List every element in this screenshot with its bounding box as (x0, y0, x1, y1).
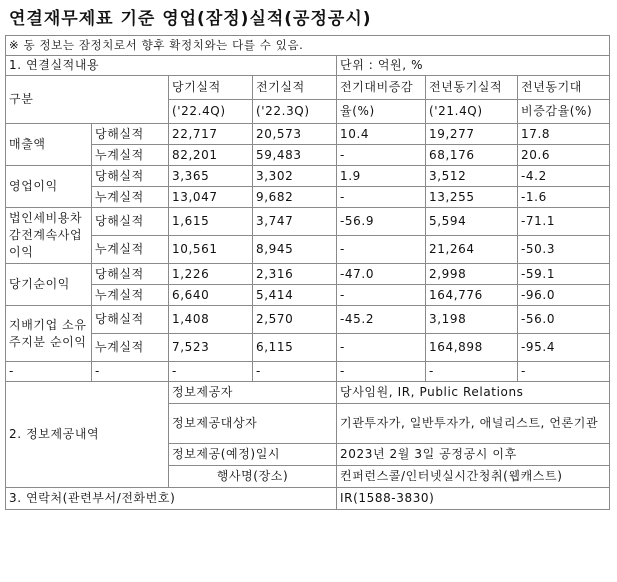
section1-label: 1. 연결실적내용 (6, 56, 337, 76)
table-cell: 8,945 (253, 236, 337, 264)
table-cell: -56.0 (518, 306, 610, 334)
table-cell: -95.4 (518, 334, 610, 362)
section1-header-row (6, 56, 610, 76)
previous-header: 전기실적 (253, 76, 337, 100)
table-cell: - (337, 334, 426, 362)
controlling-income-quarter-row (6, 306, 610, 334)
revenue-cumulative-row (6, 145, 610, 166)
quarter-label: 당해실적 (92, 124, 169, 145)
section3-label: 3. 연락처(관련부서/전화번호) (6, 488, 337, 510)
table-cell: 3,198 (426, 306, 518, 334)
table-cell: 7,523 (169, 334, 253, 362)
table-cell: 2,316 (253, 264, 337, 285)
yoy-header: 전년동기대 (518, 76, 610, 100)
table-cell: -56.9 (337, 208, 426, 236)
disclosure-table (5, 35, 610, 510)
table-cell: - (426, 362, 518, 382)
current-header: 당기실적 (169, 76, 253, 100)
section2-label: 2. 정보제공내역 (6, 382, 169, 488)
table-cell: 1,615 (169, 208, 253, 236)
controlling-income-cumulative-row (6, 334, 610, 362)
table-cell: 1.9 (337, 166, 426, 187)
table-cell: 68,176 (426, 145, 518, 166)
table-cell: 10,561 (169, 236, 253, 264)
table-cell: - (337, 187, 426, 208)
table-cell: 13,047 (169, 187, 253, 208)
item-name-controlling-income: 지배기업 소유주지분 순이익 (6, 306, 92, 362)
table-cell: 17.8 (518, 124, 610, 145)
yoy-prev-period: ('21.4Q) (426, 100, 518, 124)
table-cell: 20.6 (518, 145, 610, 166)
table-cell: 21,264 (426, 236, 518, 264)
table-cell: 5,594 (426, 208, 518, 236)
table-cell: - (337, 145, 426, 166)
operating-profit-cumulative-row (6, 187, 610, 208)
quarter-label: 당해실적 (92, 264, 169, 285)
table-cell: - (337, 236, 426, 264)
pretax-income-cumulative-row (6, 236, 610, 264)
info-value: 컨퍼런스콜/인터넷실시간청취(웹캐스트) (337, 466, 610, 488)
item-name-revenue: 매출액 (6, 124, 92, 166)
empty-dash-row (6, 362, 610, 382)
quarter-label: 당해실적 (92, 166, 169, 187)
info-key: 행사명(장소) (169, 466, 337, 488)
table-cell: -45.2 (337, 306, 426, 334)
table-cell: - (253, 362, 337, 382)
table-cell: 164,898 (426, 334, 518, 362)
yoy-prev-header: 전년동기실적 (426, 76, 518, 100)
item-name-operating-profit: 영업이익 (6, 166, 92, 208)
info-key: 정보제공자 (169, 382, 337, 404)
net-income-quarter-row (6, 264, 610, 285)
table-cell: 164,776 (426, 285, 518, 306)
cumulative-label: 누계실적 (92, 236, 169, 264)
info-value: 기관투자가, 일반투자가, 애널리스트, 언론기관 (337, 404, 610, 444)
info-value: 당사임원, IR, Public Relations (337, 382, 610, 404)
previous-period: ('22.3Q) (253, 100, 337, 124)
info-key: 정보제공대상자 (169, 404, 337, 444)
table-cell: -96.0 (518, 285, 610, 306)
cumulative-label: 누계실적 (92, 285, 169, 306)
table-cell: 9,682 (253, 187, 337, 208)
table-cell: 3,302 (253, 166, 337, 187)
table-cell: 3,747 (253, 208, 337, 236)
table-cell: 2,570 (253, 306, 337, 334)
yoy-unit: 비증감율(%) (518, 100, 610, 124)
table-cell: 10.4 (337, 124, 426, 145)
table-cell: 59,483 (253, 145, 337, 166)
cumulative-label: 누계실적 (92, 334, 169, 362)
qoq-unit: 율(%) (337, 100, 426, 124)
table-cell: 20,573 (253, 124, 337, 145)
notice-row (6, 36, 610, 56)
table-cell: 19,277 (426, 124, 518, 145)
column-header-row-1 (6, 76, 610, 100)
table-cell: -1.6 (518, 187, 610, 208)
info-key: 정보제공(예정)일시 (169, 444, 337, 466)
table-cell: -4.2 (518, 166, 610, 187)
table-cell: 3,365 (169, 166, 253, 187)
pretax-income-quarter-row (6, 208, 610, 236)
contact-row (6, 488, 610, 510)
table-cell: 2,998 (426, 264, 518, 285)
net-income-cumulative-row (6, 285, 610, 306)
table-cell: 1,408 (169, 306, 253, 334)
table-cell: - (518, 362, 610, 382)
table-cell: -71.1 (518, 208, 610, 236)
notice-text: ※ 동 정보는 잠정치로서 향후 확정치와는 다를 수 있음. (6, 36, 610, 56)
table-cell: 3,512 (426, 166, 518, 187)
table-cell: - (92, 362, 169, 382)
table-cell: - (6, 362, 92, 382)
table-cell: -50.3 (518, 236, 610, 264)
current-period: ('22.4Q) (169, 100, 253, 124)
unit-label: 단위 : 억원, % (337, 56, 610, 76)
table-cell: - (337, 285, 426, 306)
quarter-label: 당해실적 (92, 306, 169, 334)
operating-profit-quarter-row (6, 166, 610, 187)
table-cell: 5,414 (253, 285, 337, 306)
page-title: 연결재무제표 기준 영업(잠정)실적(공정공시) (9, 9, 372, 29)
info-provider-row (6, 382, 610, 404)
cumulative-label: 누계실적 (92, 187, 169, 208)
table-cell: 82,201 (169, 145, 253, 166)
table-cell: 1,226 (169, 264, 253, 285)
revenue-quarter-row (6, 124, 610, 145)
table-cell: 6,115 (253, 334, 337, 362)
item-name-pretax-income: 법인세비용차감전계속사업이익 (6, 208, 92, 264)
table-cell: - (169, 362, 253, 382)
qoq-header: 전기대비증감 (337, 76, 426, 100)
table-cell: 22,717 (169, 124, 253, 145)
contact-value: IR(1588-3830) (337, 488, 610, 510)
table-cell: 6,640 (169, 285, 253, 306)
table-cell: -47.0 (337, 264, 426, 285)
info-value: 2023년 2월 3일 공정공시 이후 (337, 444, 610, 466)
table-cell: - (337, 362, 426, 382)
quarter-label: 당해실적 (92, 208, 169, 236)
category-header: 구분 (6, 76, 169, 124)
item-name-net-income: 당기순이익 (6, 264, 92, 306)
table-cell: -59.1 (518, 264, 610, 285)
cumulative-label: 누계실적 (92, 145, 169, 166)
table-cell: 13,255 (426, 187, 518, 208)
